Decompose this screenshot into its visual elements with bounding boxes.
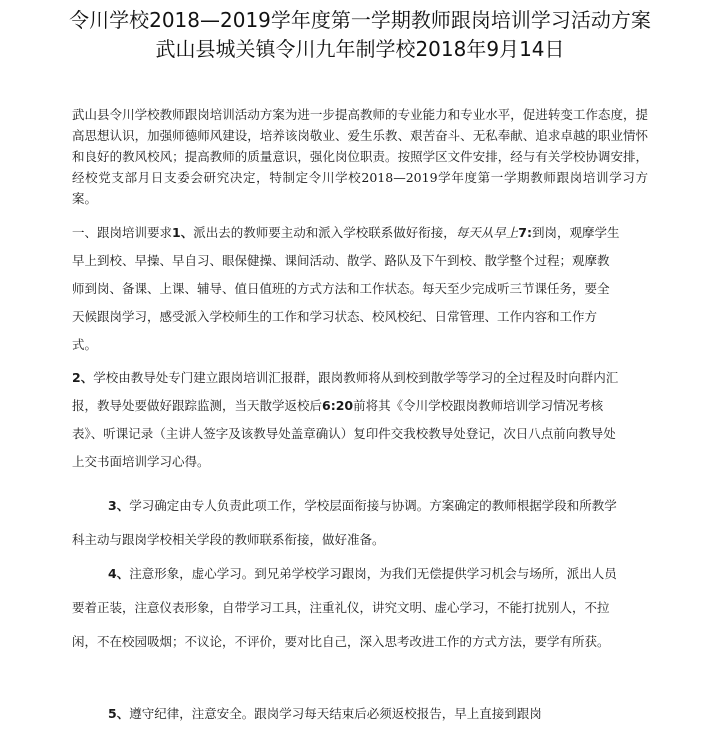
section-5-text: 遵守纪律，注意安全。跟岗学习每天结束后必须返校报告，早上直接到跟岗: [129, 706, 542, 721]
section-2-paragraph: [72, 364, 620, 476]
section-1-number: 1、: [172, 225, 194, 240]
section-2-text-b: 前将其《令川学校跟岗教师培训学习情况考核表》、听课记录（主讲人签字及该教导处盖章确认）复印件交我校教导处登记，次日八点前向教导处上交书面培训学习心得。: [72, 398, 616, 469]
document-title: 令川学校2018—2019学年度第一学期教师跟岗培训学习活动方案武山县城关镇令川九年制学校2018年9月14日: [69, 8, 651, 61]
intro-paragraph: 武山县令川学校教师跟岗培训活动方案为进一步提高教师的专业能力和专业水平，促进转变工作态度，提高思想认识，加强师德师风建设，培养该岗敬业、爱生乐教、艰苦奋斗、无私奉献、追求卓越的职业情怀和良好的教风校风；提高教师的质量意识，强化岗位职责。按照学区文件安排，经与有关学校协调安排，经校党支部月日支委会研究决定，特制定令川学校2018—2019学年度第一学期教师跟岗培训学习方案。: [72, 107, 648, 206]
section-1-paragraph: [72, 219, 620, 359]
section-1-text-a: 派出去的教师要主动和派入学校联系做好衔接，: [193, 225, 456, 240]
section-1-italic: 每天从早上: [455, 225, 519, 240]
section-3-text: 学习确定由专人负责此项工作，学校层面衔接与协调。方案确定的教师根据学段和所教学科主动与跟岗学校相关学段的教师联系衔接，做好准备。: [72, 498, 617, 547]
section-3-paragraph: [72, 489, 620, 557]
section-1-time: 7:: [518, 225, 532, 240]
section-4-paragraph: [72, 557, 620, 659]
section-1-text-b: 到岗，观摩学生早上到校、早操、早自习、眼保健操、课间活动、散学、路队及下午到校、散学整个过程；观摩教师到岗、备课、上课、辅导、值日值班的方式方法和工作状态。每天至少完成听三节课任务，要全天候跟岗学习，感受派入学校师生的工作和学习状态、校风校纪、日常管理、工作内容和工作方式。: [72, 225, 620, 352]
section-1-lead: 一、跟岗培训要求: [72, 225, 173, 240]
section-5-number: 5、: [108, 706, 130, 721]
section-4-text: 注意形象，虚心学习。到兄弟学校学习跟岗，为我们无偿提供学习机会与场所，派出人员要着正装，注意仪表形象，自带学习工具，注重礼仪，讲究文明、虚心学习，不能打扰别人，不拉闲，不在校园吸烟；不议论，不评价，要对比自己，深入思考改进工作的方式方法，要学有所获。: [72, 566, 617, 649]
section-4-number: 4、: [108, 566, 130, 581]
section-2-time: 6:20: [322, 398, 354, 413]
section-5-paragraph: [72, 700, 620, 728]
section-3-number: 3、: [108, 498, 130, 513]
section-2-number: 2、: [72, 370, 94, 385]
section-2-text-a: 学校由教导处专门建立跟岗培训汇报群，跟岗教师将从到校到散学等学习的全过程及时向群内汇报，教导处要做好跟踪监测，当天散学返校后: [72, 370, 619, 413]
